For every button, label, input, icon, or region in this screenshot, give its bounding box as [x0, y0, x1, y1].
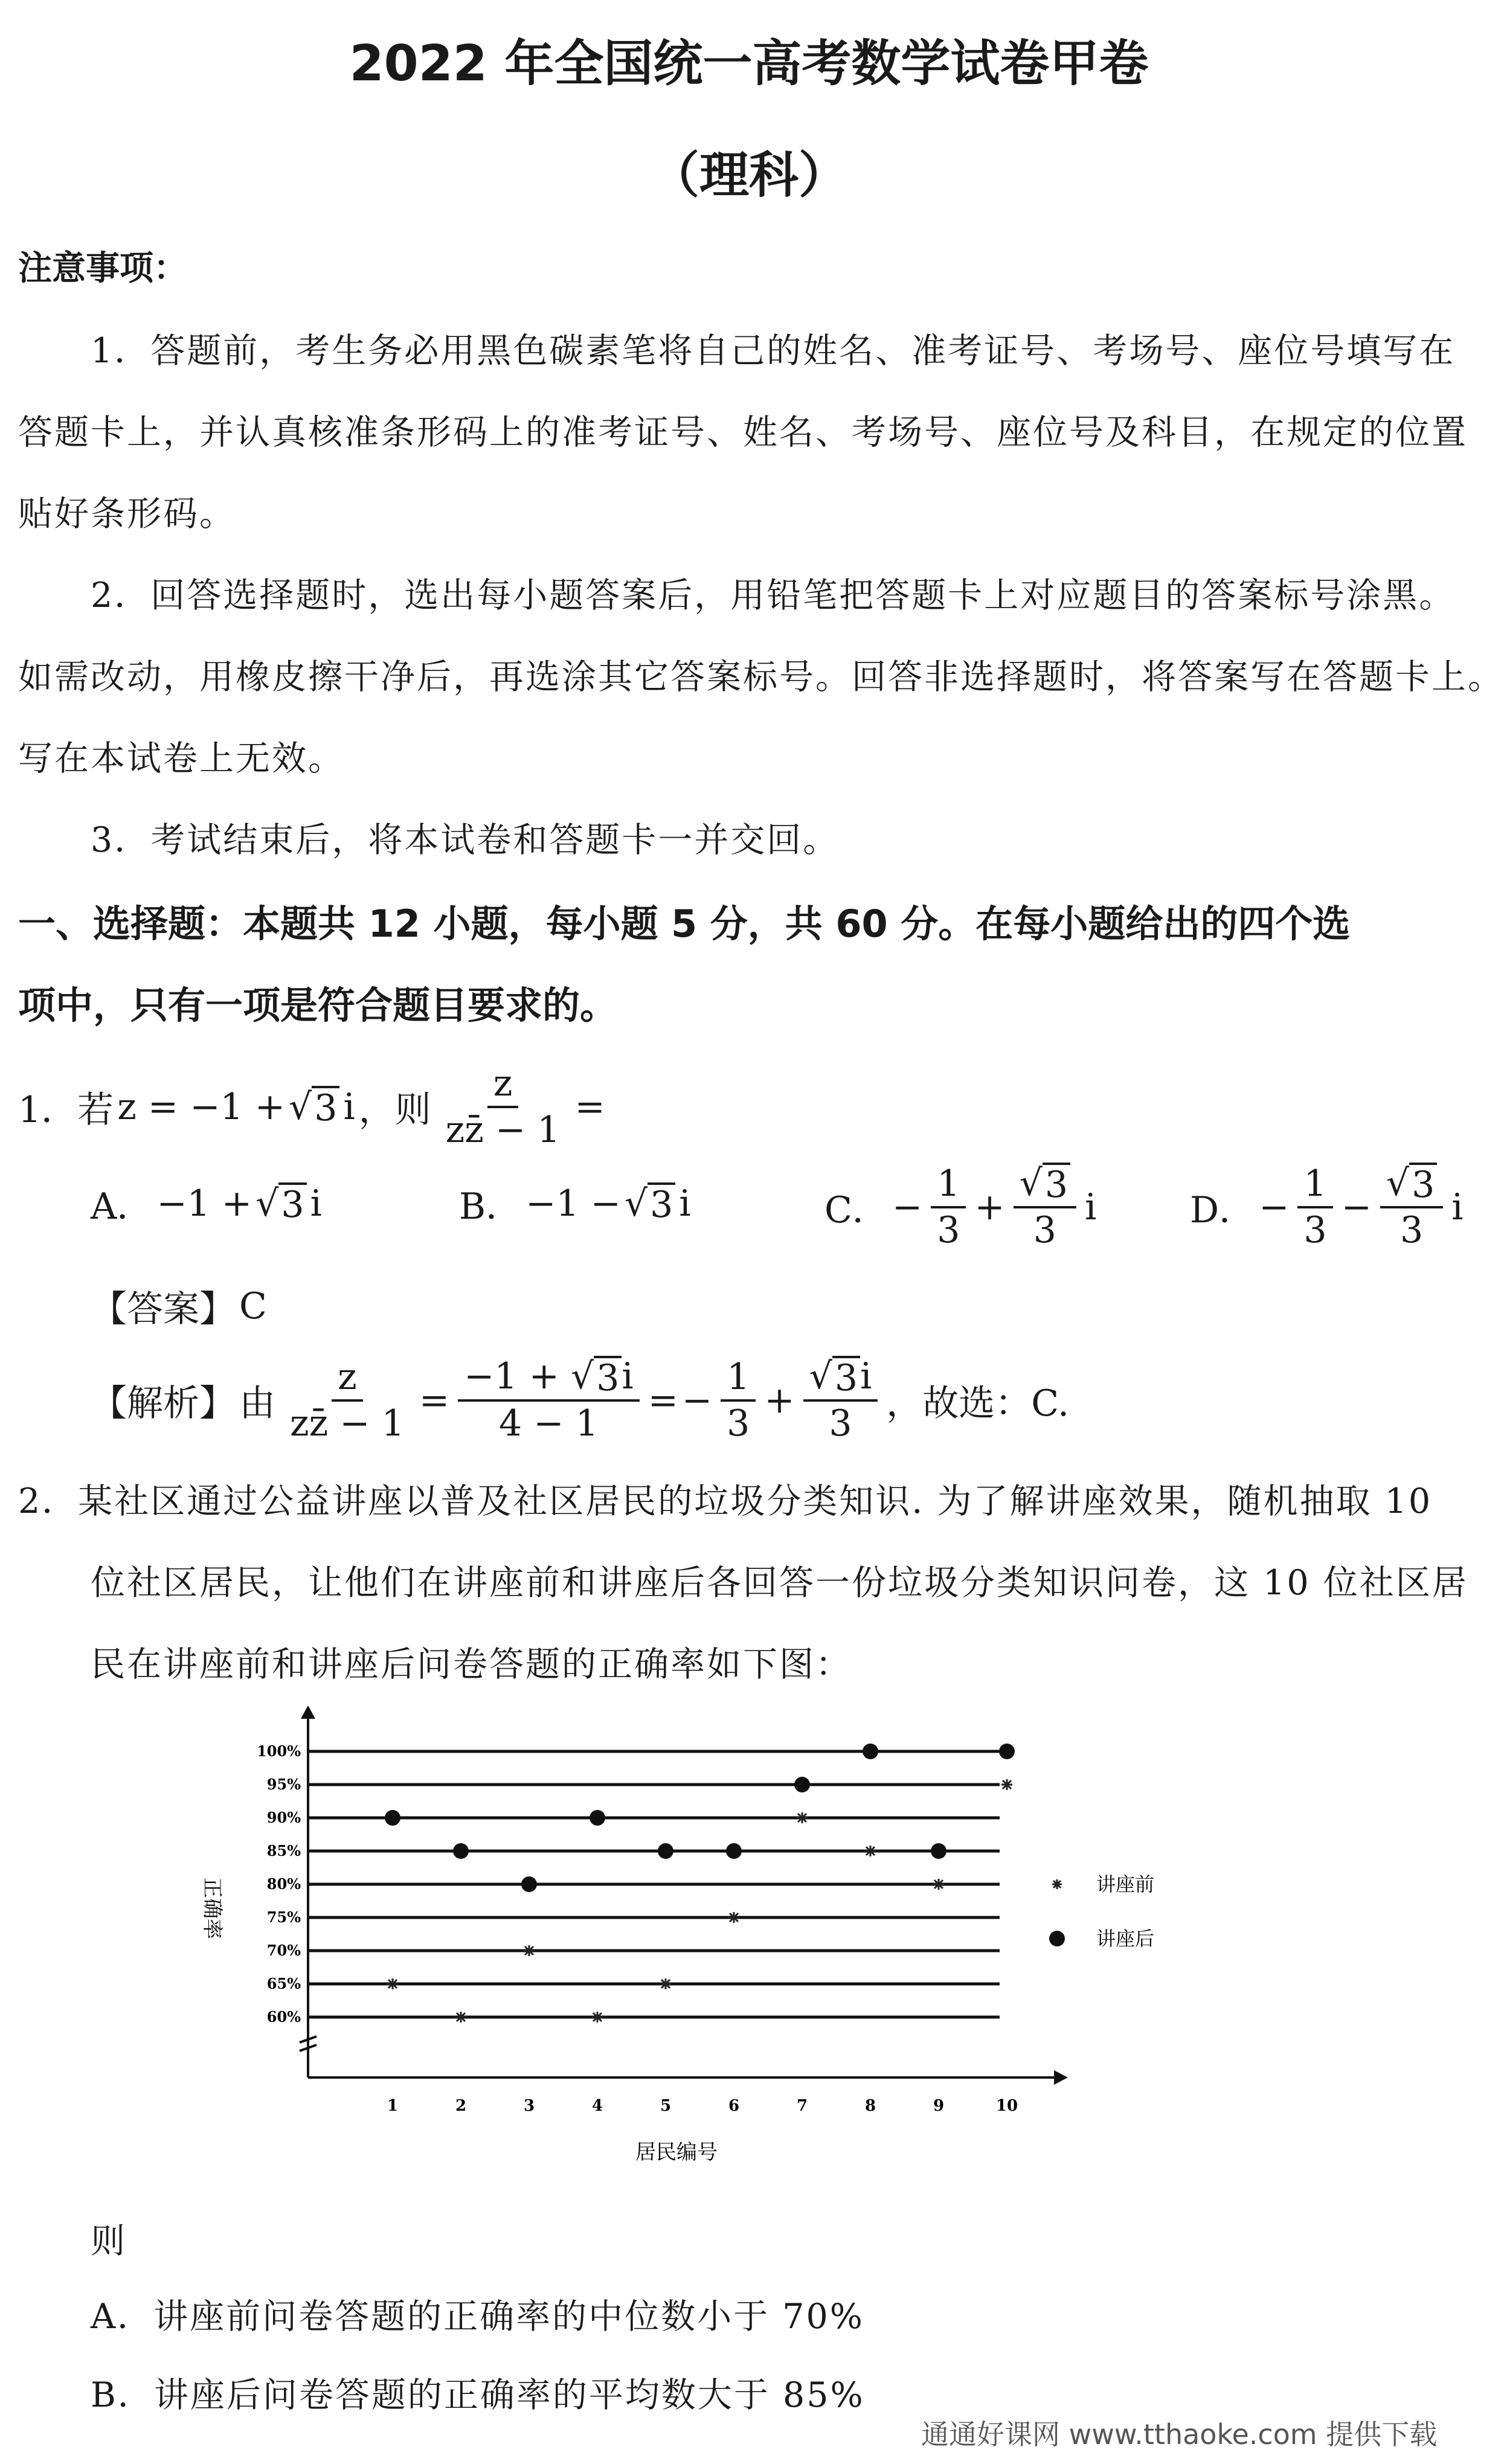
after-lecture-point	[794, 1777, 810, 1792]
q2-option-b: B．讲座后问卷答题的正确率的平均数大于 85%	[91, 2375, 865, 2415]
q1-stem	[18, 1063, 605, 1151]
x-tick-label: 3	[523, 2097, 535, 2115]
notice-line-6: 写在本试卷上无效。	[18, 739, 344, 778]
notice-heading: 注意事项：	[18, 249, 187, 288]
y-tick-label: 85%	[266, 1842, 301, 1859]
before-lecture-point	[865, 1846, 876, 1856]
notice-line-2: 答题卡上，并认真核准条形码上的准考证号、姓名、考场号、座位号及科目，在规定的位置	[18, 412, 1468, 452]
after-lecture-point	[521, 1876, 537, 1892]
after-lecture-point	[658, 1843, 673, 1859]
q2-scatter-chart	[175, 1703, 1155, 2164]
q2-line-3: 民在讲座前和讲座后问卷答题的正确率如下图：	[91, 1644, 852, 1684]
legend-after-label: 讲座后	[1096, 1927, 1155, 1950]
x-tick-label: 9	[933, 2097, 945, 2115]
after-lecture-point	[931, 1843, 946, 1859]
q1-eq: =	[574, 1086, 605, 1128]
q1-fraction: $\frac{z}{zz̄ - 1}$	[445, 1062, 561, 1151]
y-tick-label: 75%	[266, 1908, 301, 1926]
before-lecture-point	[455, 2012, 466, 2023]
after-lecture-point	[863, 1744, 878, 1759]
y-tick-label: 70%	[266, 1942, 301, 1959]
y-tick-label: 100%	[257, 1742, 301, 1760]
q1-prefix: 1．若	[18, 1089, 114, 1131]
x-tick-label: 2	[455, 2097, 467, 2115]
x-tick-label: 4	[591, 2097, 603, 2115]
notice-line-1: 1．答题前，考生务必用黑色碳素笔将自己的姓名、准考证号、考场号、座位号填写在	[91, 331, 1456, 371]
after-lecture-point	[590, 1810, 605, 1826]
before-lecture-point	[660, 1978, 671, 1989]
notice-line-7: 3．考试结束后，将本试卷和答题卡一并交回。	[91, 820, 840, 860]
x-tick-label: 6	[728, 2097, 740, 2115]
y-tick-label: 60%	[266, 2008, 301, 2026]
x-tick-label: 10	[995, 2097, 1018, 2115]
q1-z-eq: z = −1 +	[117, 1086, 286, 1128]
page-subtitle: （理科）	[649, 147, 848, 204]
y-tick-label: 65%	[266, 1975, 301, 1992]
page-title: 2022 年全国统一高考数学试卷甲卷	[349, 35, 1149, 92]
q1-option-c: C． − $\frac{1}{3}$ + √ 3 3 i	[824, 1162, 1097, 1251]
notice-line-4: 2．回答选择题时，选出每小题答案后，用铅笔把答题卡上对应题目的答案标号涂黑。	[91, 576, 1456, 615]
x-tick-label: 5	[660, 2097, 672, 2115]
x-axis-label: 居民编号	[635, 2140, 718, 2164]
x-tick-label: 1	[387, 2097, 399, 2115]
q2-then: 则	[91, 2221, 127, 2261]
q1-option-b: B． −1 − √ 3 i	[459, 1182, 691, 1228]
before-lecture-point	[524, 1945, 535, 1956]
y-tick-label: 90%	[266, 1809, 301, 1826]
before-lecture-point	[728, 1912, 739, 1923]
answer-value: C	[239, 1285, 267, 1327]
legend-before-label: 讲座前	[1096, 1873, 1155, 1896]
q2-line-1: 2．某社区通过公益讲座以普及社区居民的垃圾分类知识. 为了解讲座效果，随机抽取 10	[18, 1481, 1433, 1521]
q1-sqrt: √ 3	[289, 1086, 339, 1128]
y-tick-label: 95%	[266, 1776, 301, 1793]
q1-option-d: D． − $\frac{1}{3}$ − √ 3 3 i	[1190, 1162, 1464, 1251]
after-lecture-point	[726, 1843, 742, 1859]
before-lecture-point	[387, 1978, 398, 1989]
before-lecture-point	[592, 2012, 603, 2023]
section-heading-line-1: 一、选择题：本题共 12 小题，每小题 5 分，共 60 分。在每小题给出的四个选	[18, 902, 1351, 946]
before-lecture-point	[797, 1812, 808, 1823]
q2-option-a: A．讲座前问卷答题的正确率的中位数小于 70%	[91, 2297, 864, 2337]
after-lecture-point	[453, 1843, 469, 1859]
before-lecture-point	[933, 1879, 944, 1890]
y-axis-label: 正确率	[200, 1878, 224, 1939]
after-lecture-point	[999, 1744, 1015, 1759]
x-tick-label: 8	[864, 2097, 876, 2115]
before-lecture-point	[1001, 1779, 1012, 1790]
notice-line-3: 贴好条形码。	[18, 494, 236, 534]
footer-watermark: 通通好课网 www.tthaoke.com 提供下载	[921, 2418, 1438, 2451]
y-axis-arrow	[301, 1705, 315, 1719]
analysis-label: 【解析】	[91, 1382, 236, 1425]
x-tick-label: 7	[796, 2097, 808, 2115]
after-lecture-point	[385, 1810, 400, 1826]
answer-label: 【答案】	[91, 1288, 236, 1330]
notice-line-5: 如需改动，用橡皮擦干净后，再选涂其它答案标号。回答非选择题时，将答案写在答题卡上。	[18, 657, 1504, 697]
q1-option-a: A． −1 + √ 3 i	[91, 1182, 322, 1228]
x-axis-arrow	[1054, 2070, 1068, 2085]
q1-i: i	[343, 1086, 355, 1128]
q2-line-2: 位社区居民，让他们在讲座前和讲座后各回答一份垃圾分类知识问卷，这 10 位社区居	[91, 1563, 1468, 1603]
legend-before-marker	[1052, 1879, 1062, 1889]
q1-analysis: 【解析】 由 $\frac{z}{zz̄ - 1}$ = −1 + √ 3 i 4 − 1 = − $\frac{1}{3}$ + √ 3 i 3 ，故选：C.	[91, 1355, 1070, 1445]
legend-after-marker	[1049, 1931, 1065, 1946]
q1-then: ，则	[358, 1089, 431, 1131]
section-heading-line-2: 项中，只有一项是符合题目要求的。	[18, 983, 618, 1027]
y-tick-label: 80%	[266, 1875, 301, 1893]
q1-answer	[91, 1280, 267, 1332]
